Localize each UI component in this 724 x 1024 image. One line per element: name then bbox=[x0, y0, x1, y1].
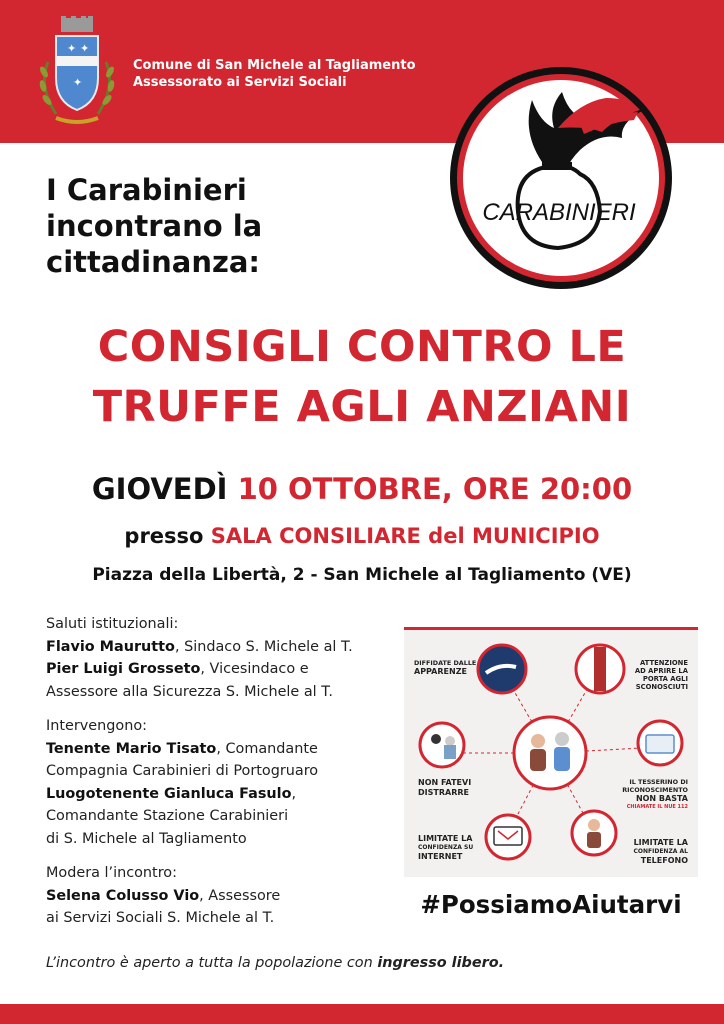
event-datetime: 10 OTTOBRE, ORE 20:00 bbox=[237, 472, 633, 506]
speaker-name: Flavio Maurutto bbox=[46, 638, 175, 655]
program bbox=[46, 613, 396, 942]
program-label: Intervengono: bbox=[46, 718, 147, 734]
speaker-name: Selena Colusso Vio bbox=[46, 887, 200, 904]
speaker-role: ai Servizi Sociali S. Michele al T. bbox=[46, 910, 275, 926]
speaker-role: di S. Michele al Tagliamento bbox=[46, 830, 247, 847]
svg-text:CONFIDENZA SU bbox=[418, 844, 473, 851]
footer-note bbox=[46, 952, 676, 974]
event-date bbox=[0, 471, 724, 507]
speaker-name: Tenente Mario Tisato bbox=[46, 740, 217, 757]
speaker-role: , Comandante bbox=[216, 740, 318, 757]
footer-note-bold: ingresso libero. bbox=[377, 955, 505, 971]
headline bbox=[46, 172, 376, 280]
program-label: Modera l’incontro: bbox=[46, 865, 177, 881]
headline-line: I Carabinieri bbox=[46, 173, 247, 207]
headline-line: cittadinanza: bbox=[46, 245, 261, 279]
svg-text:CONFIDENZA AL bbox=[633, 848, 688, 855]
speaker-role: , Sindaco S. Michele al T. bbox=[174, 638, 353, 655]
program-label: Saluti istituzionali: bbox=[46, 616, 179, 632]
svg-text:TELEFONO bbox=[641, 856, 688, 865]
svg-text:RICONOSCIMENTO bbox=[622, 786, 688, 794]
footer-note-text: L’incontro è aperto a tutta la popolazione con bbox=[46, 955, 378, 971]
program-speakers bbox=[46, 715, 396, 850]
tip-line: LIMITATE LA bbox=[633, 838, 688, 847]
tip-line: LIMITATE LA bbox=[418, 834, 473, 843]
department-name: Assessorato ai Servizi Sociali bbox=[133, 75, 347, 90]
venue-place: SALA CONSILIARE del MUNICIPIO bbox=[210, 524, 600, 548]
event-venue bbox=[0, 522, 724, 550]
speaker-role: , Vicesindaco e bbox=[200, 661, 309, 677]
speaker-name: Luogotenente Gianluca Fasulo bbox=[46, 785, 292, 802]
logo-text: CARABINIERI bbox=[482, 199, 636, 226]
tip-line: CHIAMATE IL NUE 112 bbox=[626, 804, 688, 810]
svg-text:LIMITATE LA bbox=[634, 838, 689, 847]
speaker-role: , Assessore bbox=[199, 887, 281, 904]
carabinieri-logo bbox=[430, 62, 692, 294]
main-title bbox=[0, 317, 724, 437]
svg-text:IL TESSERINO DI bbox=[629, 778, 688, 786]
municipal-crest-icon bbox=[34, 14, 120, 132]
municipality-name: Comune di San Michele al Tagliamento bbox=[133, 58, 416, 73]
main-title-line: TRUFFE AGLI ANZIANI bbox=[92, 382, 632, 432]
program-moderator bbox=[46, 862, 396, 930]
svg-text:✦: ✦ bbox=[73, 76, 83, 89]
tip-line: INTERNET bbox=[418, 852, 463, 861]
bottom-banner bbox=[0, 1004, 724, 1024]
svg-text:CHIAMATE IL NUE 112 bbox=[627, 804, 689, 810]
program-greetings bbox=[46, 613, 396, 703]
venue-prefix: presso bbox=[124, 524, 204, 548]
svg-text:NON BASTA bbox=[636, 794, 689, 803]
tip-line: ATTENZIONE bbox=[639, 659, 688, 667]
tip-line: RICONOSCIMENTO bbox=[622, 786, 688, 794]
tip-line: NON BASTA bbox=[635, 794, 688, 803]
headline-line: incontrano la bbox=[46, 209, 263, 243]
main-title-line: CONSIGLI CONTRO LE bbox=[97, 322, 627, 372]
speaker-name: Pier Luigi Grosseto bbox=[46, 661, 201, 677]
svg-text:PORTA AGLI bbox=[643, 675, 688, 683]
tip-line: DISTRARRE bbox=[418, 788, 469, 797]
tip-line: SCONOSCIUTI bbox=[635, 683, 688, 691]
hashtag: #PossiamoAiutarvi bbox=[420, 890, 682, 919]
tip-line: CONFIDENZA SU bbox=[418, 844, 474, 851]
svg-text:ATTENZIONE bbox=[640, 659, 688, 667]
safety-infographic bbox=[404, 627, 698, 877]
tip-line: PORTA AGLI bbox=[642, 675, 688, 683]
tip-line: AD APRIRE LA bbox=[634, 667, 688, 675]
speaker-role: Compagnia Carabinieri di Portogruaro bbox=[46, 763, 319, 779]
tip-line: TELEFONO bbox=[640, 856, 688, 865]
svg-text:APPARENZE bbox=[414, 667, 467, 676]
tip-line: APPARENZE bbox=[414, 667, 467, 676]
svg-text:✦: ✦ bbox=[67, 42, 77, 55]
event-address: Piazza della Libertà, 2 - San Michele al Tagliamento (VE) bbox=[92, 565, 632, 585]
tip-line: CONFIDENZA AL bbox=[633, 848, 688, 855]
speaker-role: Comandante Stazione Carabinieri bbox=[46, 808, 289, 824]
svg-text:DIFFIDATE DALLE bbox=[414, 659, 476, 667]
svg-text:DISTRARRE bbox=[418, 788, 469, 797]
municipality-header bbox=[133, 57, 416, 91]
svg-text:✦: ✦ bbox=[80, 42, 90, 55]
speaker-role: , bbox=[291, 785, 297, 802]
svg-text:NON FATEVI bbox=[418, 778, 471, 787]
tip-line: IL TESSERINO DI bbox=[629, 778, 688, 786]
speaker-role: Assessore alla Sicurezza S. Michele al T. bbox=[46, 683, 333, 700]
svg-text:INTERNET bbox=[418, 852, 463, 861]
event-day: GIOVEDÌ bbox=[91, 472, 228, 506]
svg-text:SCONOSCIUTI bbox=[636, 683, 688, 691]
svg-text:AD APRIRE LA bbox=[635, 667, 689, 675]
svg-text:LIMITATE LA bbox=[418, 834, 473, 843]
tip-line: NON FATEVI bbox=[418, 778, 472, 787]
tip-line: DIFFIDATE DALLE bbox=[414, 659, 477, 667]
